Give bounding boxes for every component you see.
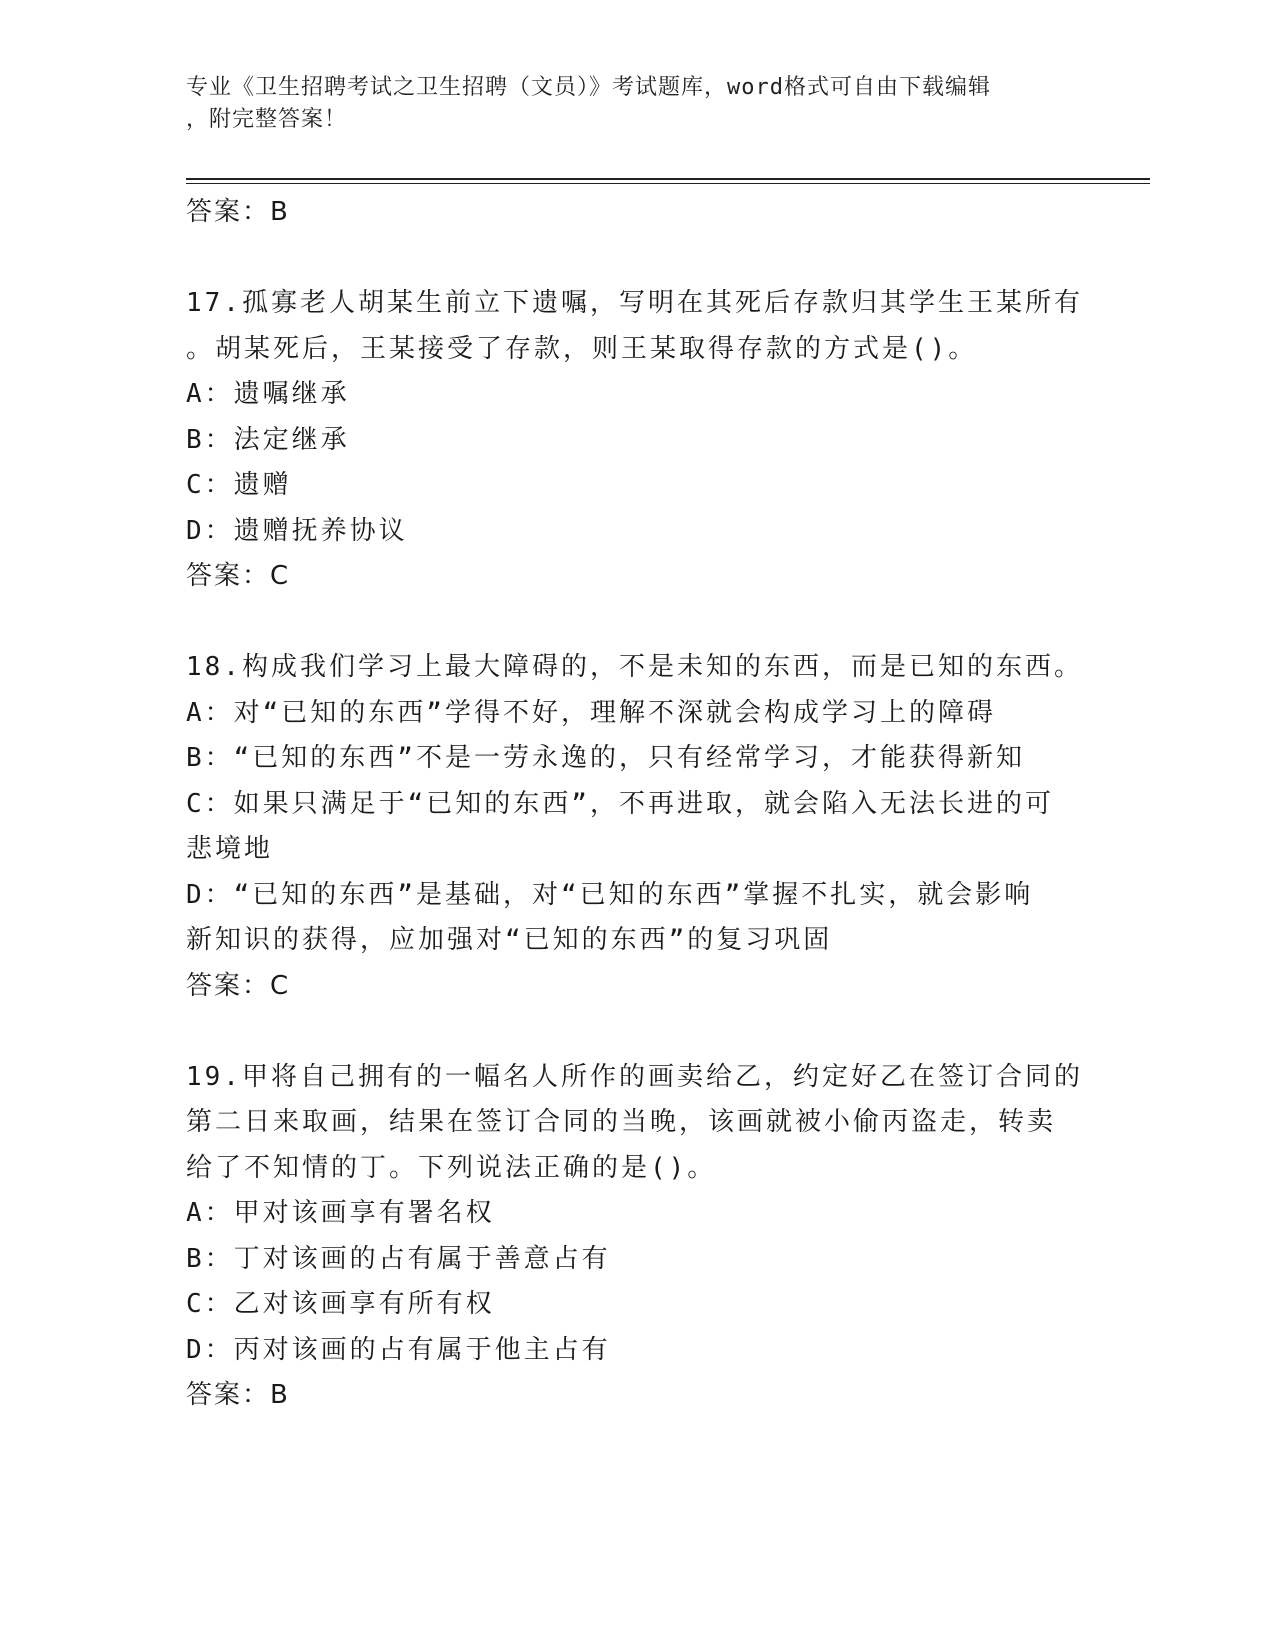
question-block (186, 1055, 1086, 1419)
question-stem: 19.甲将自己拥有的一幅名人所作的画卖给乙，约定好乙在签订合同的 (186, 1061, 1083, 1092)
question-stem: 第二日来取画，结果在签订合同的当晚，该画就被小偷丙盗走，转卖 (186, 1107, 1057, 1137)
header-divider (186, 178, 1150, 180)
option-b: B：丁对该画的占有属于善意占有 (186, 1243, 611, 1274)
question-block (186, 281, 1086, 600)
question-block (186, 645, 1086, 1009)
option-d: D：“已知的东西”是基础，对“已知的东西”掌握不扎实，就会影响 (186, 879, 1034, 910)
option-c-continued: 悲境地 (186, 834, 274, 864)
question-stem: 给了不知情的丁。下列说法正确的是()。 (186, 1152, 717, 1183)
option-b: B：法定继承 (186, 424, 350, 455)
option-c: C：遗赠 (186, 470, 292, 500)
option-a: A：对“已知的东西”学得不好，理解不深就会构成学习上的障碍 (186, 697, 996, 728)
option-d: D：丙对该画的占有属于他主占有 (186, 1334, 611, 1365)
option-b: B：“已知的东西”不是一劳永逸的，只有经常学习，才能获得新知 (186, 743, 1025, 773)
answer-line: 答案：C (186, 970, 291, 1001)
option-d-continued: 新知识的获得，应加强对“已知的东西”的复习巩固 (186, 925, 833, 955)
option-a: A：甲对该画享有署名权 (186, 1198, 495, 1228)
option-d: D：遗赠抚养协议 (186, 515, 408, 546)
header-line: ，附完整答案！ (186, 107, 348, 132)
option-c: C：乙对该画享有所有权 (186, 1289, 495, 1319)
answer-line: 答案：B (186, 1380, 290, 1410)
question-stem: 18.构成我们学习上最大障碍的，不是未知的东西，而是已知的东西。 (186, 652, 1083, 682)
answer-line: 答案：C (186, 561, 291, 591)
answer-line: 答案：B (186, 197, 290, 227)
option-a: A：遗嘱继承 (186, 379, 350, 409)
document-header (186, 72, 1066, 136)
header-line: 专业《卫生招聘考试之卫生招聘（文员）》考试题库，word格式可自由下载编辑 (186, 75, 991, 100)
question-stem: 17.孤寡老人胡某生前立下遗嘱，写明在其死后存款归其学生王某所有 (186, 288, 1083, 318)
question-stem: 。胡某死后，王某接受了存款，则王某取得存款的方式是()。 (186, 333, 978, 364)
header-divider-thin (186, 183, 1150, 184)
question-list (186, 190, 1086, 1419)
option-c: C：如果只满足于“已知的东西”，不再进取，就会陷入无法长进的可 (186, 788, 1054, 819)
